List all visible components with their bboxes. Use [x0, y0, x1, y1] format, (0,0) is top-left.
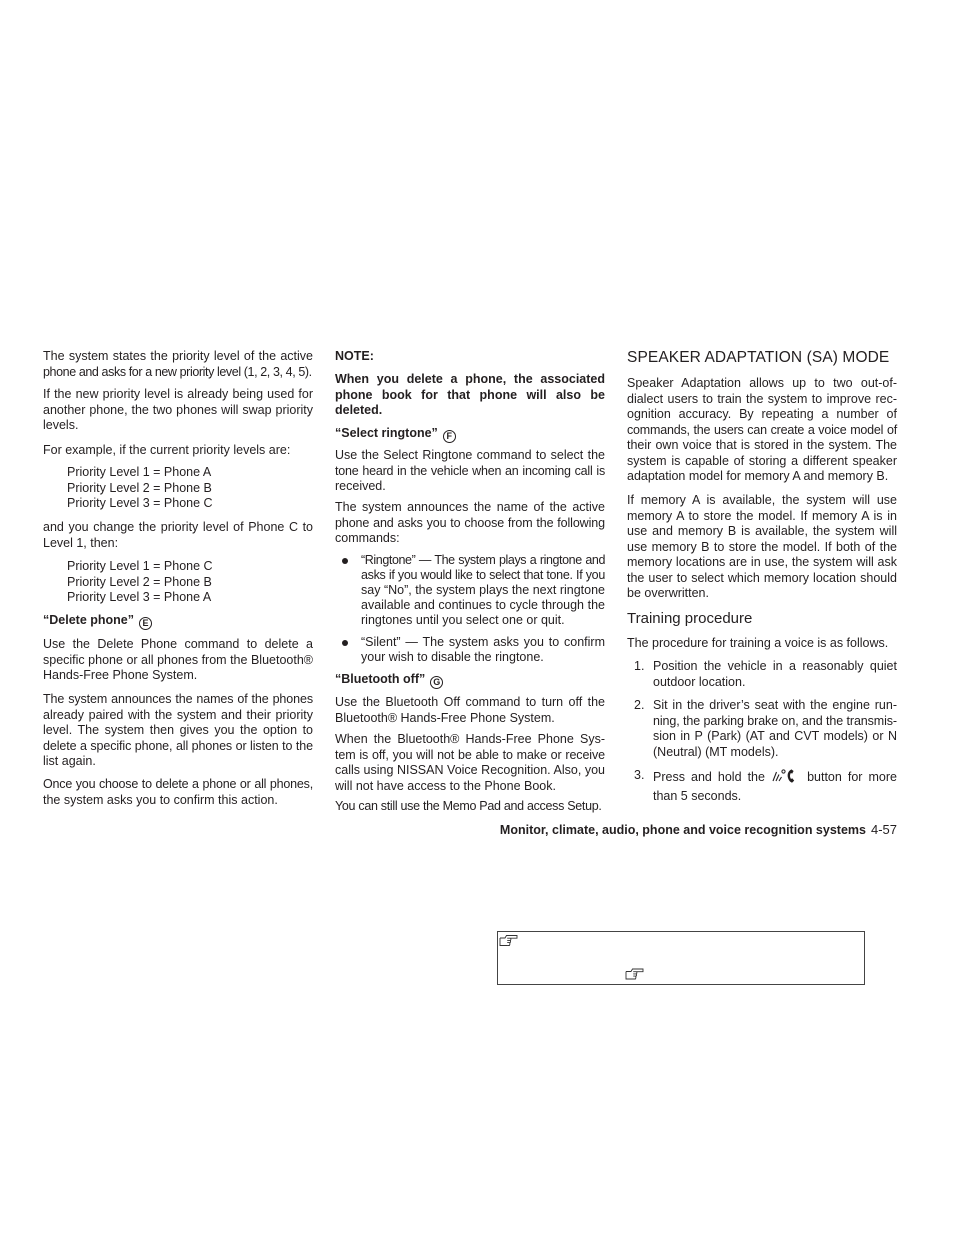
text-line: another phone, the two phones will swap priority — [43, 402, 313, 417]
text-line: (Neutral) (MT models). — [653, 744, 779, 759]
bullet-item-silent — [361, 635, 605, 665]
talk-phone-icon — [771, 768, 801, 789]
text-line: If the new priority level is already being used for — [43, 387, 313, 401]
step-text — [653, 768, 897, 804]
text-line: ognition accuracy. By repeating a number of — [627, 407, 897, 421]
list-item: Priority Level 1 = Phone A — [67, 465, 212, 479]
priority-list-before — [67, 465, 313, 512]
text-line: The system announces the name of the active — [335, 500, 605, 514]
text-line: use memory B to store the model. If both of the — [627, 539, 897, 554]
list-item: Priority Level 2 = Phone B — [67, 574, 212, 589]
text-line: delete a specific phone, all phones or listen to the — [43, 738, 313, 753]
text-line: calls using NISSAN Voice Recognition. Also, you — [335, 763, 605, 777]
paragraph-change-priority — [43, 520, 313, 551]
heading-select-ringtone — [335, 426, 456, 443]
text-line: You can still use the Memo Pad and access Setup. — [335, 799, 602, 813]
text-line: Level 1, then: — [43, 535, 119, 550]
step-text — [653, 698, 897, 760]
text-line: memory A to store the model. If memory A is in — [627, 508, 897, 523]
text-line: tem is off, you will not be able to make or receive — [335, 747, 605, 762]
text-line: For example, if the current priority levels are: — [43, 443, 291, 457]
paragraph-bluetooth-off-command — [335, 695, 605, 726]
text-line: list again. — [43, 754, 96, 768]
text-segment: Press and hold the — [653, 770, 765, 784]
text-line: already paired with the system and their priority — [43, 707, 313, 722]
paragraph-priority-swap — [43, 387, 313, 434]
step-number: 1. — [634, 659, 645, 673]
note-label: NOTE: — [335, 349, 374, 363]
text-line — [653, 768, 897, 789]
text-line: the system asks you to confirm this action. — [43, 792, 278, 807]
text-line: When you delete a phone, the associated — [335, 372, 605, 386]
paragraph-confirm-delete — [43, 777, 313, 808]
paragraph-memo-pad — [335, 799, 605, 815]
callout-marker: E — [139, 617, 152, 630]
text-line: than 5 seconds. — [653, 788, 742, 803]
paragraph-bluetooth-off-effect — [335, 732, 605, 794]
text-line: specific phone or all phones from the Bluetooth® — [43, 652, 313, 667]
paragraph-training-intro — [627, 636, 897, 652]
heading-label: “Bluetooth off” — [335, 672, 426, 686]
text-line: dialect users to train the system to improve rec- — [627, 391, 897, 406]
paragraph-announces-phones — [43, 692, 313, 770]
text-line: “Silent” — The system asks you to confirm — [361, 635, 605, 649]
list-item: Priority Level 3 = Phone A — [67, 590, 212, 604]
heading-bluetooth-off — [335, 672, 443, 689]
step-number: 2. — [634, 698, 645, 712]
text-line: level. The system then gives you the option to — [43, 723, 313, 737]
text-line: The procedure for training a voice is as follows. — [627, 636, 889, 650]
bullet-icon — [342, 558, 348, 564]
text-line: sion in P (Park) (AT and CVT models) or N — [653, 729, 897, 743]
list-item: Priority Level 1 = Phone C — [67, 559, 213, 573]
text-line: use and memory B is available, the system will — [627, 524, 897, 538]
text-line: “Ringtone” — The system plays a ringtone and — [361, 553, 605, 567]
text-line: asks if you would like to select that tone. If you — [361, 568, 605, 582]
text-line: memory locations are in use, the system will ask — [627, 555, 897, 569]
text-line: and you change the priority level of Phone C to — [43, 520, 313, 534]
text-line: available and continues to cycle through the — [361, 598, 605, 612]
page-number: 4-57 — [870, 822, 897, 837]
paragraph-ringtone-commands — [335, 500, 605, 547]
text-line: tone heard in the vehicle when an incoming call is — [335, 463, 605, 478]
text-line: system is capable of storing a different speaker — [627, 453, 897, 468]
pointing-hand-icon — [625, 967, 644, 985]
text-line: Use the Bluetooth Off command to turn off the — [335, 695, 605, 709]
step-1 — [634, 659, 897, 690]
footer-section-title: Monitor, climate, audio, phone and voice recognition systems — [499, 823, 866, 837]
bullet-item-ringtone — [361, 553, 605, 628]
paragraph-select-ringtone — [335, 448, 605, 495]
text-line: The system announces the names of the phones — [43, 692, 313, 706]
text-line: commands: — [335, 531, 400, 545]
text-line: phone and asks for a new priority level (1, 2, 3, 4, 5). — [43, 364, 312, 379]
paragraph-delete-phone-command — [43, 637, 313, 684]
priority-list-after — [67, 559, 313, 606]
text-line: Position the vehicle in a reasonably quiet — [653, 659, 897, 673]
text-line: ning, the parking brake on, and the transmis- — [653, 713, 897, 728]
callout-marker: F — [443, 430, 456, 443]
text-line: will not have access to the Phone Book. — [335, 778, 556, 793]
note-text — [335, 372, 605, 419]
step-3 — [634, 768, 897, 804]
text-line: Hands-Free Phone System. — [43, 668, 198, 682]
page-footer — [500, 822, 897, 838]
text-line: phone book for that phone will also be — [335, 387, 605, 402]
text-line: commands, the users can create a voice model of — [627, 422, 897, 437]
text-line: the user to select which memory location should — [627, 570, 897, 585]
text-line: say “No”, the system plays the next ringtone — [361, 583, 605, 597]
bullet-icon — [342, 640, 348, 646]
callout-marker: G — [430, 676, 443, 689]
step-text — [653, 659, 897, 690]
paragraph-priority-prompt — [43, 349, 313, 380]
heading-label: “Delete phone” — [43, 613, 134, 627]
paragraph-speaker-adaptation — [627, 376, 897, 485]
step-2 — [634, 698, 897, 760]
text-line: received. — [335, 479, 386, 493]
list-item: Priority Level 3 = Phone C — [67, 496, 213, 510]
text-line: your wish to disable the ringtone. — [361, 650, 544, 664]
paragraph-memory-usage — [627, 493, 897, 602]
text-line: Speaker Adaptation allows up to two out-of- — [627, 376, 897, 390]
text-line: If memory A is available, the system will use — [627, 493, 897, 507]
text-line: their own voice that is stored in the system. The — [627, 438, 897, 452]
text-line: Bluetooth® Hands-Free Phone System. — [335, 710, 555, 725]
text-line: adaptation model for memory A and memory B. — [627, 469, 889, 483]
list-item: Priority Level 2 = Phone B — [67, 480, 212, 495]
heading-label: “Select ringtone” — [335, 426, 438, 440]
note-box — [497, 931, 865, 985]
text-line: Once you choose to delete a phone or all phones, — [43, 777, 313, 791]
paragraph-example-intro — [43, 443, 313, 459]
section-heading: SPEAKER ADAPTATION (SA) MODE — [627, 349, 890, 366]
text-line: ringtones until you select one or quit. — [361, 613, 565, 627]
text-line: Sit in the driver’s seat with the engine run- — [653, 698, 897, 712]
text-line: Use the Select Ringtone command to select the — [335, 448, 605, 462]
subsection-heading: Training procedure — [627, 610, 753, 627]
text-line: Use the Delete Phone command to delete a — [43, 637, 313, 651]
pointing-hand-icon — [499, 934, 518, 952]
text-line: deleted. — [335, 403, 383, 417]
step-number: 3. — [634, 768, 645, 782]
text-line: The system states the priority level of the active — [43, 349, 313, 363]
text-line: outdoor location. — [653, 674, 746, 689]
heading-delete-phone — [43, 613, 152, 630]
text-line: be overwritten. — [627, 586, 709, 600]
text-segment: button for more — [807, 770, 897, 784]
text-line: When the Bluetooth® Hands-Free Phone Sys- — [335, 732, 605, 746]
text-line: levels. — [43, 418, 79, 432]
text-line: phone and asks you to choose from the following — [335, 515, 605, 530]
